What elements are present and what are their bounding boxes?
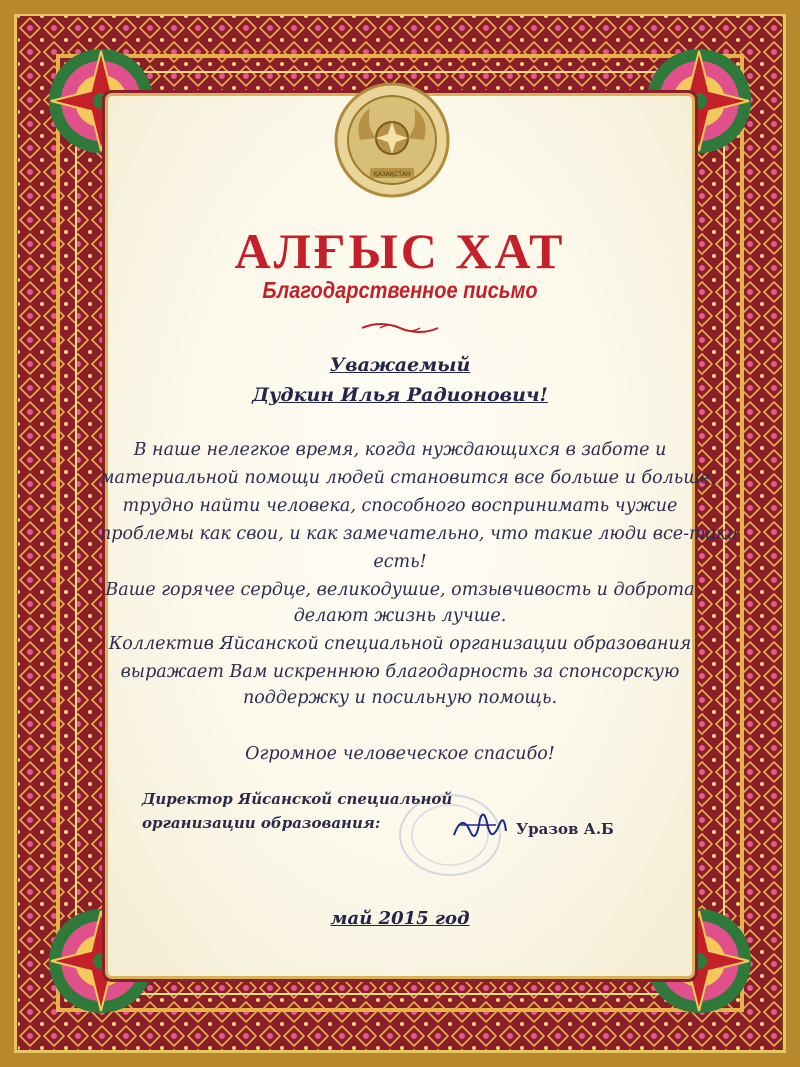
body-line: В наше нелегкое время, когда нуждающихся в заботе и	[133, 440, 667, 460]
certificate-title-ru: Благодарственное письмо	[262, 278, 538, 304]
signatory-name: Уразов А.Б	[516, 820, 614, 838]
recipient-name: Дудкин Илья Радионович!	[252, 384, 548, 406]
handwritten-signature	[450, 805, 510, 850]
body-line: есть!	[373, 552, 427, 572]
body-line: Коллектив Яйсанской специальной организации образования	[108, 634, 692, 654]
body-line: трудно найти человека, способного воспринимать чужие	[122, 496, 678, 516]
body-line: поддержку и посильную помощь.	[242, 688, 558, 708]
issue-date: май 2015 год	[330, 908, 470, 929]
signatory-title-line1: Директор Яйсанской специальной	[142, 790, 453, 808]
body-line: проблемы как свои, и как замечательно, что такие люди все-таки	[100, 524, 738, 544]
greeting-salutation: Уважаемый	[329, 354, 471, 376]
title-flourish	[360, 318, 440, 338]
state-emblem-icon	[332, 80, 452, 200]
certificate-title-kz: АЛҒЫС ХАТ	[234, 223, 566, 279]
signatory-title-line2: организации образования:	[142, 814, 381, 832]
body-line: выражает Вам искреннюю благодарность за спонсорскую	[120, 662, 680, 682]
body-line: делают жизнь лучше.	[293, 606, 507, 626]
emblem-text: ҚАЗАҚСТАН	[373, 171, 411, 178]
body-line: материальной помощи людей становится все больше и больше,	[100, 468, 716, 488]
body-line: Ваше горячее сердце, великодушие, отзывчивость и доброта	[105, 580, 695, 600]
closing-thanks: Огромное человеческое спасибо!	[245, 744, 555, 764]
